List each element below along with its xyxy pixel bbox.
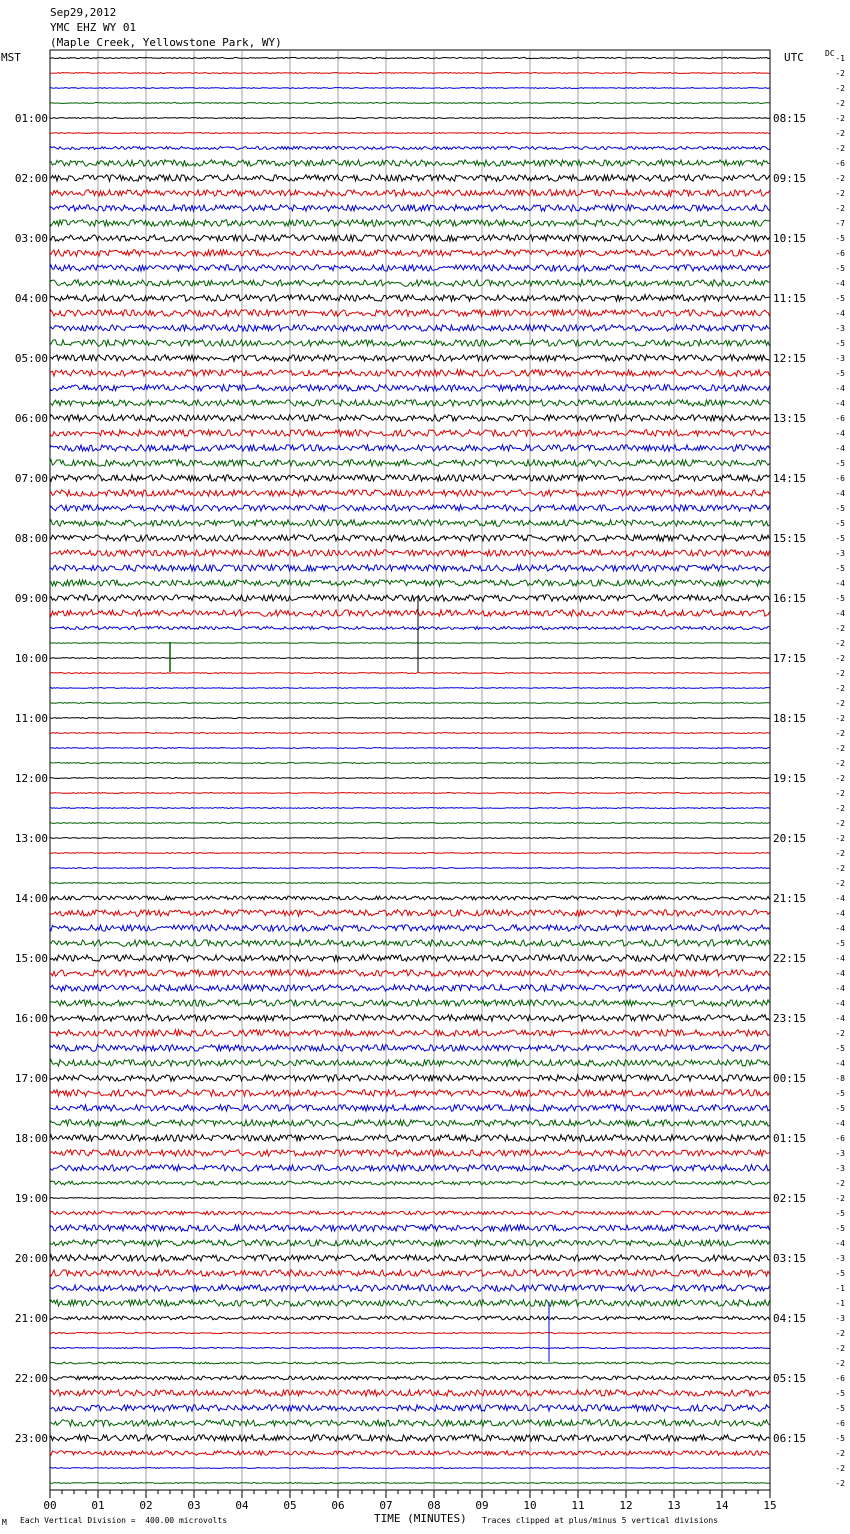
dc-offset-label: -4 [835,909,845,918]
dc-offset-label: -4 [835,1014,845,1023]
left-hour-label: 19:00 [14,1192,48,1205]
dc-offset-label: -5 [835,294,845,303]
right-hour-label: 15:15 [773,532,807,545]
seismic-trace [50,146,770,149]
seismic-trace [50,1483,770,1484]
seismic-trace [50,1376,770,1380]
dc-offset-label: -5 [835,1104,845,1113]
right-hour-label: 06:15 [773,1432,807,1445]
dc-offset-label: -3 [835,1164,845,1173]
dc-offset-label: -2 [835,639,845,648]
corner-mark: M [2,1518,7,1527]
dc-offset-label: -4 [835,1119,845,1128]
dc-offset-label: -4 [835,609,845,618]
seismic-trace [50,1240,770,1246]
seismic-trace [50,823,770,824]
dc-offset-label: -2 [835,1344,845,1353]
seismic-trace [50,190,770,196]
dc-offset-label: -2 [835,1449,845,1458]
seismic-trace [50,1211,770,1215]
left-hour-label: 12:00 [14,772,48,785]
left-hour-label: 15:00 [14,952,48,965]
dc-offset-label: -5 [835,1269,845,1278]
dc-offset-label: -3 [835,1254,845,1263]
seismic-trace [50,1000,770,1006]
right-hour-label: 04:15 [773,1312,807,1325]
dc-offset-label: -6 [835,159,845,168]
dc-offset-label: -2 [835,189,845,198]
dc-offset-label: -8 [835,1074,845,1083]
dc-offset-label: -2 [835,834,845,843]
seismic-trace [50,1435,770,1441]
left-hour-label: 18:00 [14,1132,48,1145]
dc-offset-label: -3 [835,1149,845,1158]
right-hour-label: 14:15 [773,472,807,485]
seismic-trace [50,1090,770,1096]
seismic-trace [50,1135,770,1141]
dc-offset-label: -5 [835,1089,845,1098]
seismic-trace [50,400,770,406]
seismic-trace [50,688,770,689]
x-tick-label: 10 [523,1499,537,1512]
left-hour-label: 14:00 [14,892,48,905]
dc-offset-label: -6 [835,1374,845,1383]
seismic-trace [50,910,770,916]
dc-offset-label: -7 [835,219,845,228]
right-hour-label: 22:15 [773,952,807,965]
dc-offset-label: -5 [835,534,845,543]
dc-offset-label: -2 [835,99,845,108]
station-location: (Maple Creek, Yellowstone Park, WY) [50,36,282,49]
right-hour-label: 01:15 [773,1132,807,1145]
left-hour-label: 21:00 [14,1312,48,1325]
seismic-trace [50,970,770,976]
x-tick-label: 05 [283,1499,297,1512]
dc-offset-label: -2 [835,1479,845,1488]
seismic-trace [50,1405,770,1411]
x-tick-label: 13 [667,1499,681,1512]
seismic-trace [50,763,770,764]
dc-offset-label: -4 [835,984,845,993]
seismic-trace [50,250,770,256]
seismic-trace [50,658,770,659]
seismic-trace [50,1120,770,1126]
left-hour-label: 08:00 [14,532,48,545]
right-hour-label: 00:15 [773,1072,807,1085]
dc-offset-label: -1 [835,54,845,63]
seismic-trace [50,1332,770,1333]
right-hour-label: 03:15 [773,1252,807,1265]
left-hour-label: 10:00 [14,652,48,665]
seismic-trace [50,535,770,541]
dc-offset-label: -1 [835,1299,845,1308]
seismic-trace [50,118,770,119]
right-hour-label: 09:15 [773,172,807,185]
seismic-trace [50,896,770,900]
dc-offset-label: -4 [835,969,845,978]
seismic-trace [50,853,770,854]
dc-offset-label: -2 [835,144,845,153]
seismic-trace [50,1198,770,1199]
left-hour-label: 13:00 [14,832,48,845]
left-hour-label: 03:00 [14,232,48,245]
seismic-trace [50,103,770,104]
dc-offset-label: -5 [835,1224,845,1233]
seismic-trace [50,520,770,526]
right-hour-label: 21:15 [773,892,807,905]
dc-offset-label: -5 [835,459,845,468]
dc-offset-label: -6 [835,474,845,483]
dc-offset-label: -5 [835,339,845,348]
seismic-trace [50,1390,770,1396]
dc-offset-label: -5 [835,1044,845,1053]
seismic-trace [50,1015,770,1021]
left-hour-label: 16:00 [14,1012,48,1025]
dc-offset-label: -2 [835,1194,845,1203]
right-hour-label: 20:15 [773,832,807,845]
seismic-trace [50,793,770,794]
right-timezone-label: UTC [784,51,804,64]
seismic-trace [50,325,770,331]
seismic-trace [50,295,770,301]
seismic-trace [50,1285,770,1291]
seismic-trace [50,505,770,511]
seismic-trace [50,355,770,361]
dc-offset-label: -2 [835,84,845,93]
right-hour-label: 12:15 [773,352,807,365]
dc-offset-label: -4 [835,954,845,963]
right-hour-label: 13:15 [773,412,807,425]
x-tick-label: 02 [139,1499,153,1512]
seismic-trace [50,265,770,271]
seismic-trace [50,385,770,391]
seismic-trace [50,610,770,616]
dc-offset-label: -2 [835,774,845,783]
scale-note: Each Vertical Division = 400.00 microvolts [20,1516,228,1525]
dc-offset-label: -4 [835,429,845,438]
left-hour-label: 17:00 [14,1072,48,1085]
seismic-trace [50,580,770,586]
dc-offset-label: -4 [835,579,845,588]
dc-offset-label: -4 [835,894,845,903]
dc-offset-label: -4 [835,924,845,933]
seismic-trace [50,673,770,674]
dc-offset-label: -2 [835,849,845,858]
seismic-trace [50,643,770,644]
seismic-trace [50,733,770,734]
x-tick-label: 12 [619,1499,633,1512]
seismic-trace [50,925,770,931]
dc-offset-label: -2 [835,1029,845,1038]
dc-label: DC [825,49,835,58]
seismic-trace [50,490,770,496]
dc-offset-label: -5 [835,939,845,948]
dc-offset-label: -4 [835,384,845,393]
left-hour-label: 09:00 [14,592,48,605]
seismic-trace [50,1150,770,1156]
right-hour-label: 08:15 [773,112,807,125]
seismic-trace [50,1362,770,1364]
dc-offset-label: -4 [835,444,845,453]
clip-note: Traces clipped at plus/minus 5 vertical divisions [482,1516,719,1525]
dc-offset-label: -5 [835,1434,845,1443]
seismic-trace [50,133,770,134]
seismic-trace [50,430,770,436]
dc-offset-label: -2 [835,204,845,213]
seismic-trace [50,1225,770,1231]
seismic-trace [50,205,770,211]
seismic-trace [50,175,770,181]
dc-offset-label: -5 [835,504,845,513]
seismic-trace [50,1270,770,1276]
seismic-trace [50,940,770,946]
dc-offset-label: -5 [835,369,845,378]
right-hour-label: 19:15 [773,772,807,785]
right-hour-label: 02:15 [773,1192,807,1205]
dc-offset-label: -5 [835,264,845,273]
seismic-trace [50,1105,770,1111]
right-hour-label: 23:15 [773,1012,807,1025]
right-hour-label: 17:15 [773,652,807,665]
left-hour-label: 02:00 [14,172,48,185]
left-hour-label: 11:00 [14,712,48,725]
dc-offset-label: -3 [835,549,845,558]
dc-offset-label: -2 [835,804,845,813]
seismic-trace [50,445,770,451]
left-hour-label: 04:00 [14,292,48,305]
x-axis-title: TIME (MINUTES) [374,1512,467,1525]
seismic-trace [50,1255,770,1261]
dc-offset-label: -2 [835,789,845,798]
left-hour-label: 06:00 [14,412,48,425]
seismic-trace [50,340,770,346]
dc-offset-label: -6 [835,249,845,258]
seismic-trace [50,1451,770,1455]
dc-offset-label: -4 [835,309,845,318]
left-hour-label: 05:00 [14,352,48,365]
dc-offset-label: -6 [835,1419,845,1428]
dc-offset-label: -5 [835,1389,845,1398]
right-hour-label: 16:15 [773,592,807,605]
seismic-trace [50,550,770,556]
seismic-trace [50,1060,770,1066]
dc-offset-label: -2 [835,714,845,723]
seismic-trace [50,1316,770,1320]
dc-offset-label: -4 [835,1059,845,1068]
seismic-trace [50,1030,770,1036]
left-hour-label: 20:00 [14,1252,48,1265]
dc-offset-label: -2 [835,129,845,138]
dc-offset-label: -4 [835,279,845,288]
x-tick-label: 04 [235,1499,249,1512]
seismic-trace [50,235,770,241]
x-tick-label: 14 [715,1499,729,1512]
seismic-trace [50,88,770,89]
dc-offset-label: -2 [835,69,845,78]
seismic-trace [50,1165,770,1171]
seismic-trace [50,415,770,421]
seismic-trace [50,748,770,749]
x-tick-label: 15 [763,1499,777,1512]
seismic-trace [50,778,770,779]
x-tick-label: 11 [571,1499,585,1512]
seismic-trace [50,73,770,74]
seismic-trace [50,1181,770,1185]
x-tick-label: 03 [187,1499,201,1512]
dc-offset-label: -5 [835,594,845,603]
left-hour-label: 23:00 [14,1432,48,1445]
dc-offset-label: -1 [835,1284,845,1293]
seismic-trace [50,1347,770,1348]
dc-offset-label: -6 [835,1134,845,1143]
dc-offset-label: -4 [835,399,845,408]
seismic-trace [50,808,770,809]
seismic-trace [50,310,770,316]
dc-offset-label: -2 [835,699,845,708]
x-tick-label: 01 [91,1499,105,1512]
right-hour-label: 05:15 [773,1372,807,1385]
dc-offset-label: -2 [835,729,845,738]
dc-offset-label: -3 [835,354,845,363]
x-tick-label: 07 [379,1499,393,1512]
seismic-trace [50,160,770,166]
dc-offset-label: -2 [835,669,845,678]
chart-date: Sep29,2012 [50,6,117,19]
dc-offset-label: -5 [835,519,845,528]
dc-offset-label: -2 [835,744,845,753]
dc-offset-label: -2 [835,819,845,828]
seismic-trace [50,883,770,884]
dc-offset-label: -5 [835,1209,845,1218]
dc-offset-label: -2 [835,174,845,183]
seismic-trace [50,626,770,629]
dc-offset-label: -5 [835,1404,845,1413]
seismic-trace [50,57,770,58]
seismic-trace [50,565,770,571]
dc-offset-label: -2 [835,654,845,663]
seismic-trace [50,985,770,991]
dc-offset-label: -4 [835,1239,845,1248]
right-hour-label: 18:15 [773,712,807,725]
x-tick-label: 09 [475,1499,489,1512]
seismic-trace [50,718,770,719]
seismic-trace [50,595,770,601]
dc-offset-label: -2 [835,684,845,693]
seismic-trace [50,868,770,869]
seismic-trace [50,460,770,466]
seismic-trace [50,220,770,226]
dc-offset-label: -4 [835,999,845,1008]
seismic-trace [50,1300,770,1306]
seismic-trace [50,1420,770,1426]
x-tick-label: 06 [331,1499,345,1512]
dc-offset-label: -2 [835,624,845,633]
x-tick-label: 08 [427,1499,441,1512]
dc-offset-label: -5 [835,564,845,573]
left-hour-label: 01:00 [14,112,48,125]
dc-offset-label: -2 [835,879,845,888]
seismic-trace [50,280,770,286]
dc-offset-label: -2 [835,1179,845,1188]
seismic-trace [50,1075,770,1081]
seismic-trace [50,955,770,961]
seismic-trace [50,1045,770,1051]
x-tick-label: 00 [43,1499,57,1512]
left-timezone-label: MST [1,51,21,64]
dc-offset-label: -6 [835,414,845,423]
seismic-trace [50,370,770,376]
seismic-trace [50,703,770,704]
seismic-trace [50,838,770,839]
left-hour-label: 22:00 [14,1372,48,1385]
dc-offset-label: -2 [835,864,845,873]
dc-offset-label: -2 [835,1464,845,1473]
dc-offset-label: -3 [835,324,845,333]
right-hour-label: 11:15 [773,292,807,305]
seismic-trace [50,1468,770,1469]
left-hour-label: 07:00 [14,472,48,485]
dc-offset-label: -2 [835,1359,845,1368]
dc-offset-label: -5 [835,234,845,243]
dc-offset-label: -3 [835,1314,845,1323]
seismic-trace [50,475,770,481]
dc-offset-label: -2 [835,1329,845,1338]
dc-offset-label: -2 [835,114,845,123]
right-hour-label: 10:15 [773,232,807,245]
dc-offset-label: -4 [835,489,845,498]
station-name: YMC EHZ WY 01 [50,21,137,34]
dc-offset-label: -2 [835,759,845,768]
